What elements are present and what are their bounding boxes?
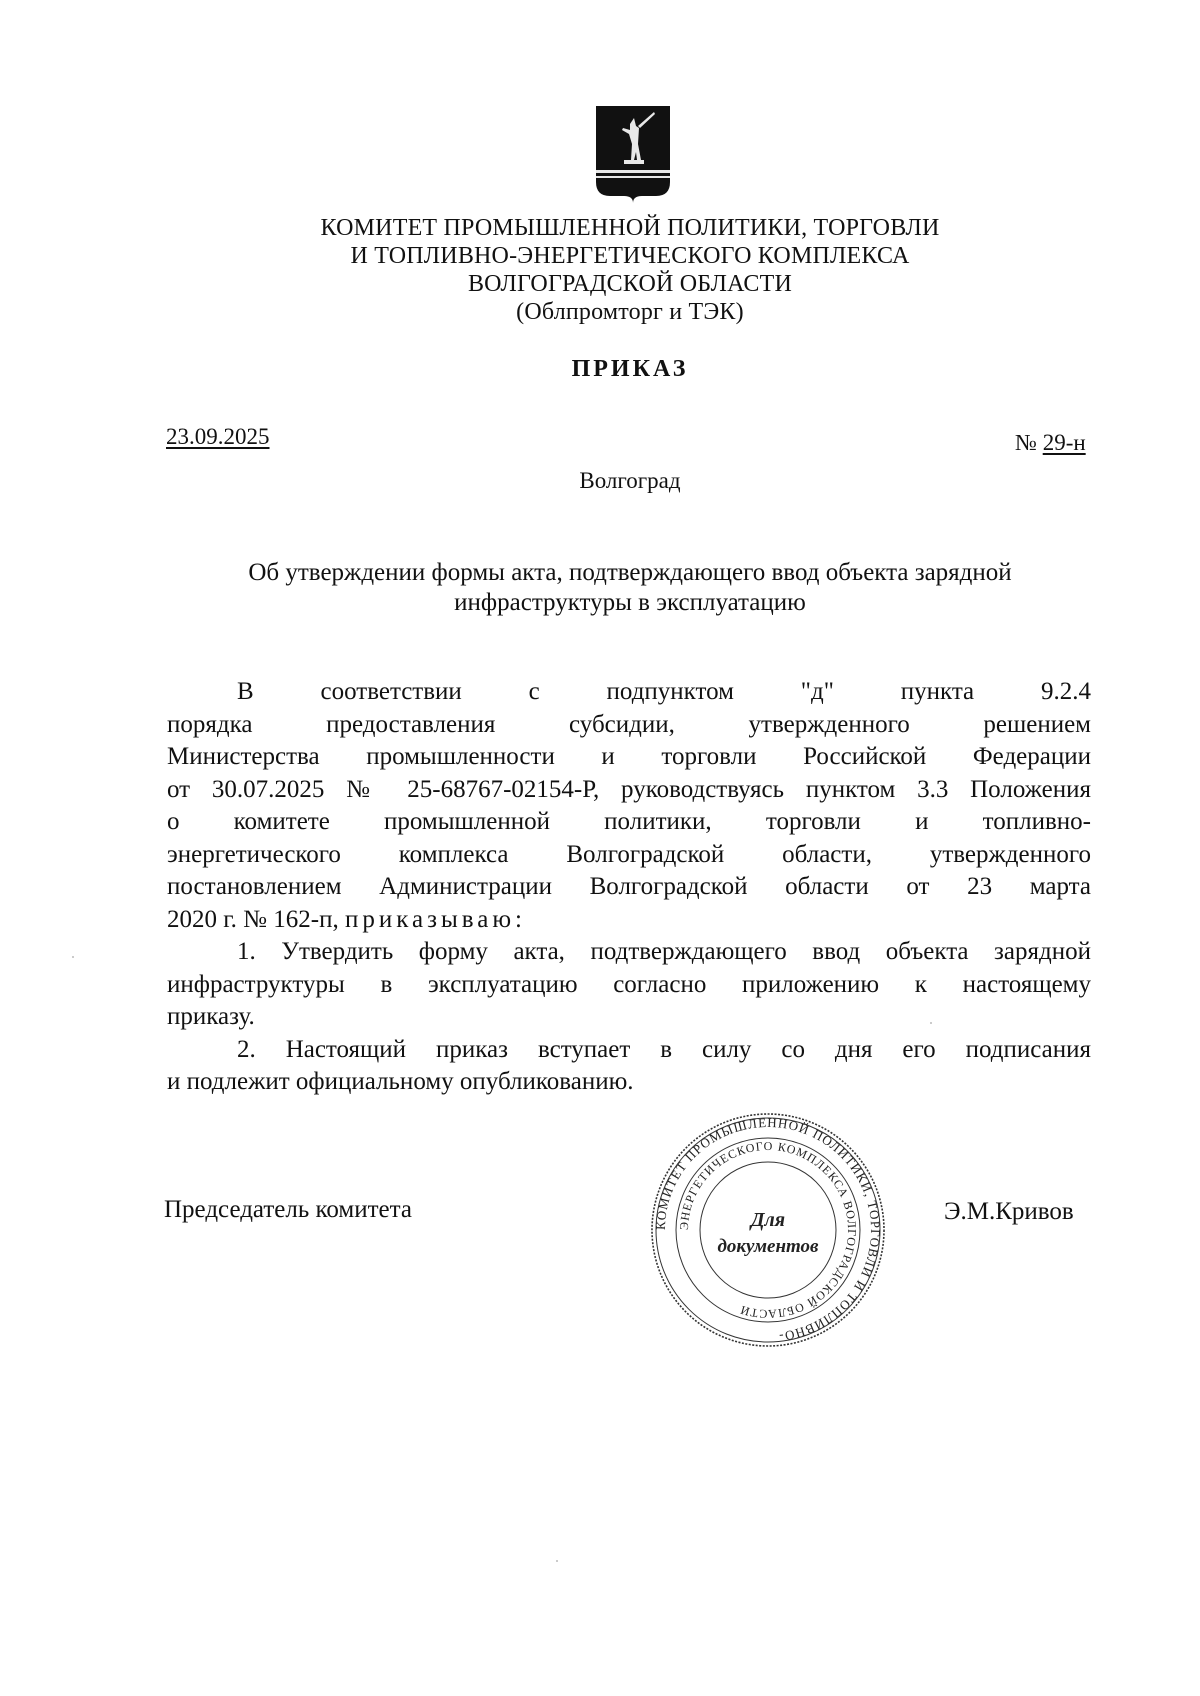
signer-name: Э.М.Кривов [944,1198,1074,1225]
body-line: энергетического комплекса Волгоградской области, утвержденного [167,840,1091,868]
body-line: о комитете промышленной политики, торговли и топливно- [167,808,1091,835]
item-2-line: 2. Настоящий приказ вступает в силу со дня его подписания [237,1035,1091,1063]
organization-header [200,214,1060,326]
stamp-outer-text: КОМИТЕТ ПРОМЫШЛЕННОЙ ПОЛИТИКИ, ТОРГОВЛИ И ТОПЛИВНО- [652,1114,884,1345]
scan-speck [556,1560,558,1562]
item-1-line: инфраструктуры в эксплуатацию согласно приложению к настоящему [167,970,1091,998]
scan-speck [72,956,74,958]
header-line: КОМИТЕТ ПРОМЫШЛЕННОЙ ПОЛИТИКИ, ТОРГОВЛИ [320,215,940,241]
body-line: постановлением Администрации Волгоградской области от 23 марта [167,873,1091,900]
item-2-line: и подлежит официальному опубликованию. [167,1068,634,1095]
document-body [167,676,1091,1099]
document-date: 23.09.2025 [166,424,270,449]
stamp-inner-text: ЭНЕРГЕТИЧЕСКОГО КОМПЛЕКСА ВОЛГОГРАДСКОЙ ОБЛАСТИ [676,1138,860,1322]
subject-line: Об утверждении формы акта, подтверждающего ввод объекта зарядной [248,559,1012,586]
number-prefix: № [1015,430,1037,455]
header-line: (Облпромторг и ТЭК) [516,299,744,325]
official-stamp [648,1110,888,1350]
document-number [1015,430,1086,456]
body-line: порядка предоставления субсидии, утвержденного решением [167,710,1091,738]
body-line: от 30.07.2025 № 25-68767-02154-Р, руководствуясь пунктом 3.3 Положения [167,775,1091,803]
document-subject [170,558,1090,618]
order-word: приказываю: [345,905,526,933]
item-1-line: 1. Утвердить форму акта, подтверждающего ввод объекта зарядной [237,938,1091,965]
preamble-end: 2020 г. № 162-п, [167,905,339,933]
signer-position: Председатель комитета [164,1196,412,1223]
document-type-title: ПРИКАЗ [571,356,689,382]
header-line: И ТОПЛИВНО-ЭНЕРГЕТИЧЕСКОГО КОМПЛЕКСА [350,243,910,269]
document-city: Волгоград [579,468,681,493]
body-line: Министерства промышленности и торговли Российской Федерации [167,743,1091,770]
body-line-order [167,904,1091,937]
stamp-center-line2: документов [717,1236,819,1257]
header-line: ВОЛГОГРАДСКОЙ ОБЛАСТИ [467,271,793,297]
stamp-center-line1: Для [750,1209,786,1231]
coat-of-arms-icon [594,104,672,204]
scan-speck [930,1022,932,1024]
subject-line: инфраструктуры в эксплуатацию [454,589,806,616]
item-1-line: приказу. [167,1003,255,1030]
body-line: В соответствии с подпунктом "д" пункта 9.2.4 [237,678,1091,705]
number-value: 29-н [1042,430,1086,455]
